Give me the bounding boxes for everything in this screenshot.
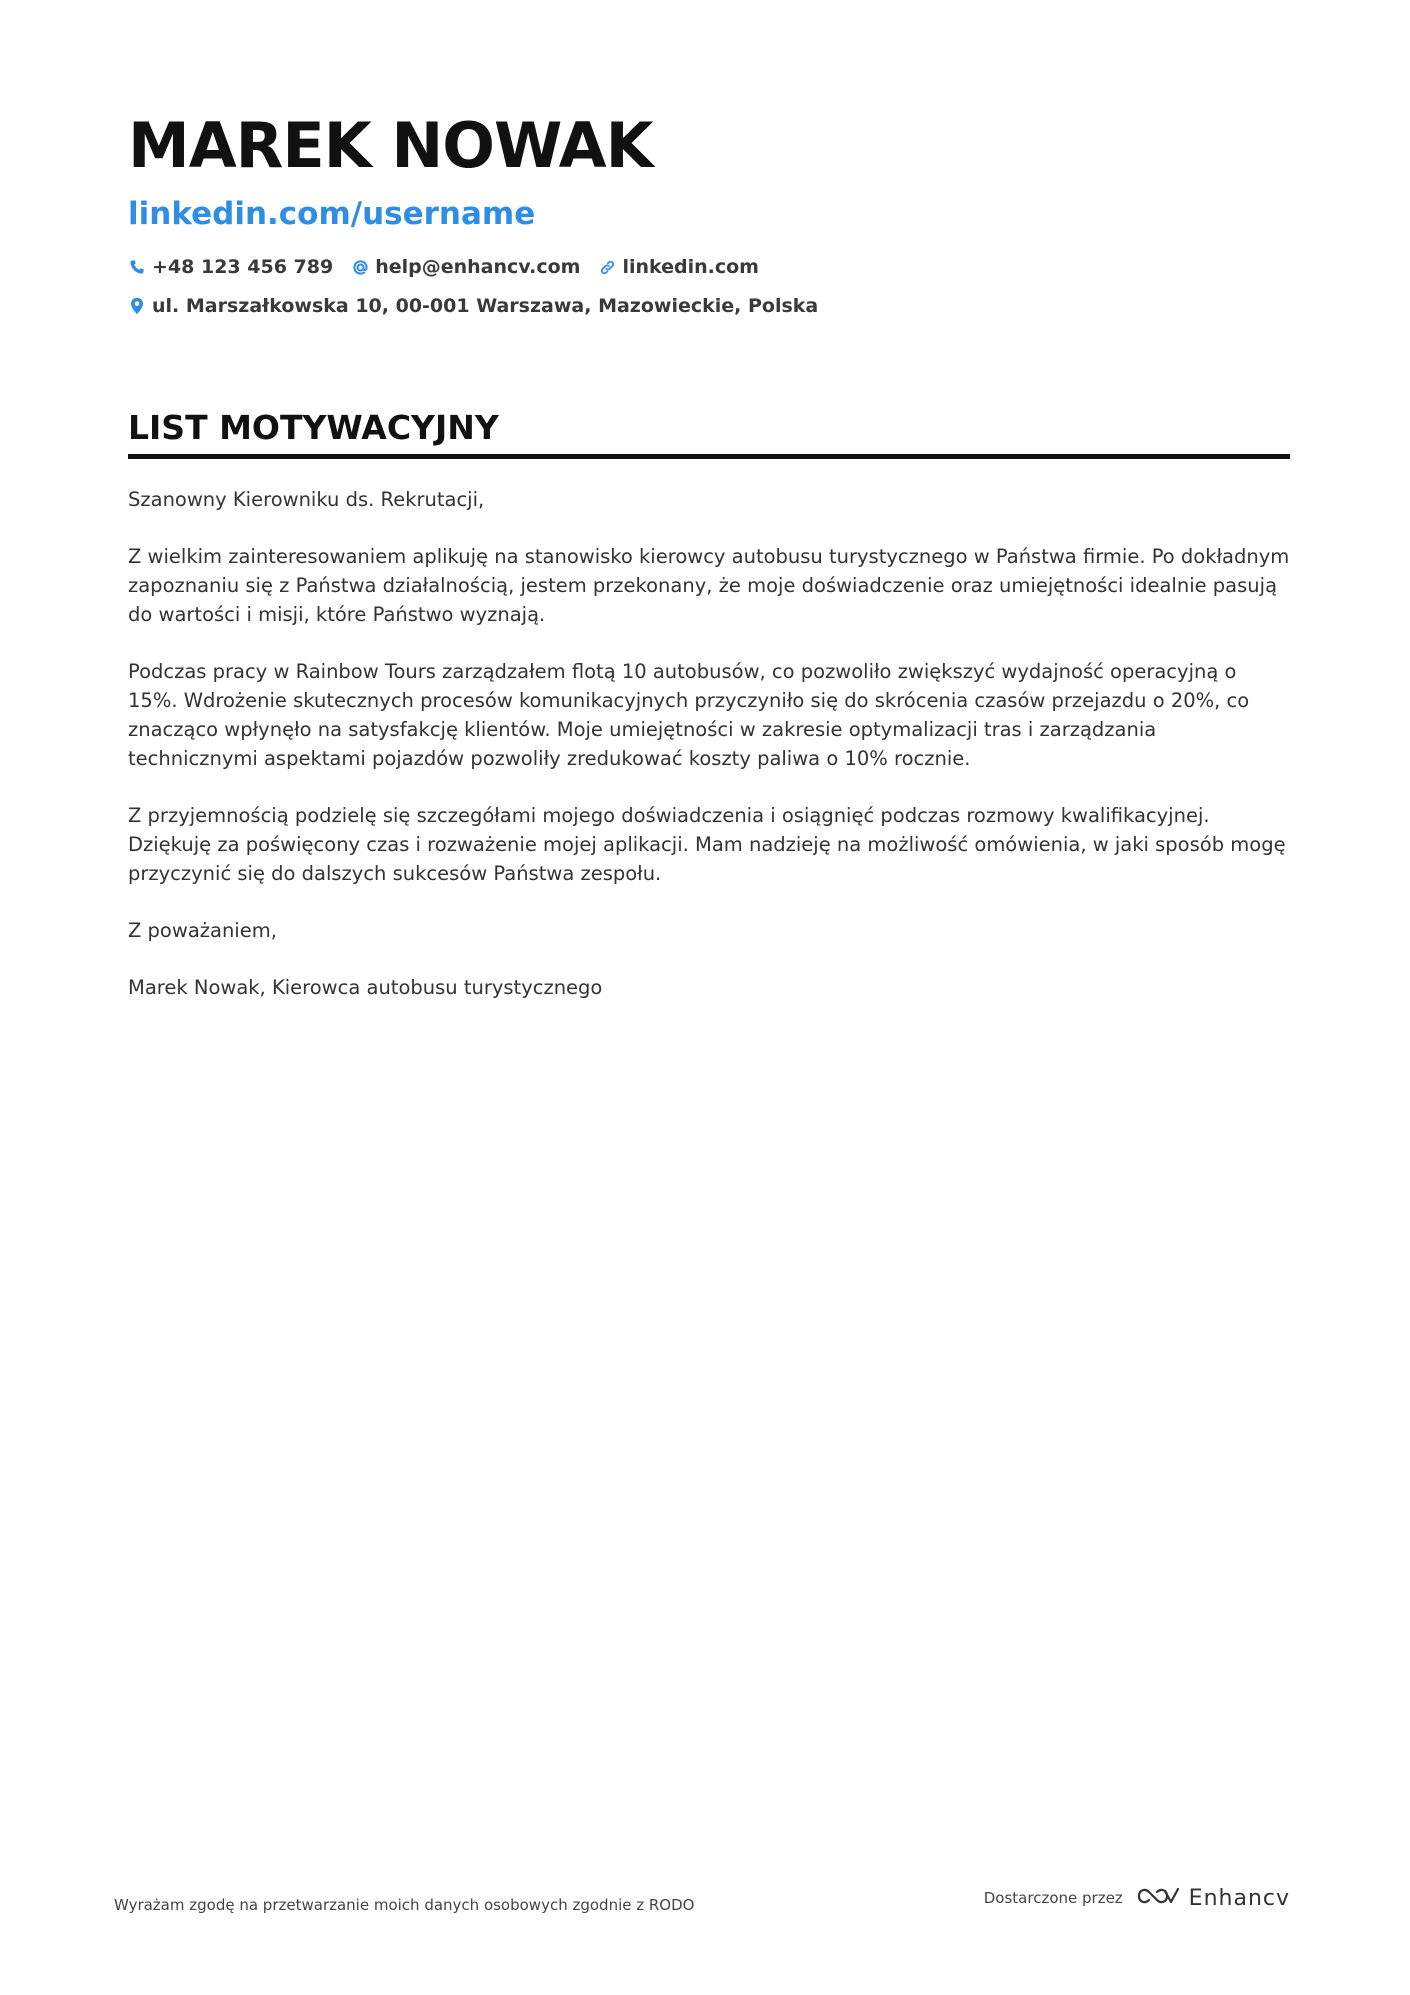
contact-address (128, 293, 1290, 319)
enhancv-brand-name: Enhancv (1188, 1885, 1290, 1911)
contact-row (128, 254, 1290, 280)
contact-phone[interactable] (128, 254, 333, 280)
profile-link-subtitle[interactable]: linkedin.com/username (128, 196, 536, 232)
enhancv-logo-icon (1135, 1884, 1181, 1912)
enhancv-brand[interactable] (1135, 1884, 1290, 1912)
letter-paragraph: Z przyjemnością podzielę się szczegółami mojego doświadczenia i osiągnięć podczas rozmowy kwalifikacyjnej. Dziękuję za poświęcony czas i rozważenie mojej aplikacji. Mam nadzieję na możliwość omówienia, w jaki sposób mogę przyczynić się do dalszych sukcesów Państwa zespołu. (128, 804, 1286, 885)
letter-greeting: Szanowny Kierowniku ds. Rekrutacji, (128, 488, 485, 511)
section-title: LIST MOTYWACYJNY (128, 408, 1290, 459)
cover-letter-section (128, 408, 1290, 1030)
link-icon (598, 258, 616, 276)
letter-closing: Z poważaniem, (128, 919, 277, 942)
letter-body (128, 485, 1290, 1002)
at-icon (351, 258, 369, 276)
header (128, 108, 1290, 319)
gdpr-consent: Wyrażam zgodę na przetwarzanie moich danych osobowych zgodnie z RODO (114, 1896, 695, 1914)
powered-by-label: Dostarczone przez (983, 1889, 1123, 1907)
location-pin-icon (128, 297, 146, 315)
email-address: help@enhancv.com (375, 256, 581, 278)
letter-paragraph: Podczas pracy w Rainbow Tours zarządzałem flotą 10 autobusów, co pozwoliło zwiększyć wydajność operacyjną o 15%. Wdrożenie skutecznych procesów komunikacyjnych przyczyniło się do skrócenia czasów przejazdu o 20%, co znacząco wpłynęło na satysfakcję klientów. Moje umiejętności w zakresie optymalizacji tras i zarządzania technicznymi aspektami pojazdów pozwoliły zredukować koszty paliwa o 10% rocznie. (128, 660, 1250, 770)
contact-website[interactable] (598, 254, 759, 280)
letter-paragraph: Z wielkim zainteresowaniem aplikuję na stanowisko kierowcy autobusu turystycznego w Państwa firmie. Po dokładnym zapoznaniu się z Państwa działalnością, jestem przekonany, że moje doświadczenie oraz umiejętności idealnie pasują do wartości i misji, które Państwo wyznają. (128, 545, 1290, 626)
letter-signature: Marek Nowak, Kierowca autobusu turystycznego (128, 976, 603, 999)
powered-by (984, 1884, 1290, 1912)
contact-email[interactable] (351, 254, 580, 280)
website-link: linkedin.com (622, 256, 759, 278)
address-text: ul. Marszałkowska 10, 00-001 Warszawa, Mazowieckie, Polska (152, 295, 819, 317)
candidate-name: MAREK NOWAK (128, 109, 653, 182)
phone-number: +48 123 456 789 (152, 256, 334, 278)
phone-icon (128, 258, 146, 276)
